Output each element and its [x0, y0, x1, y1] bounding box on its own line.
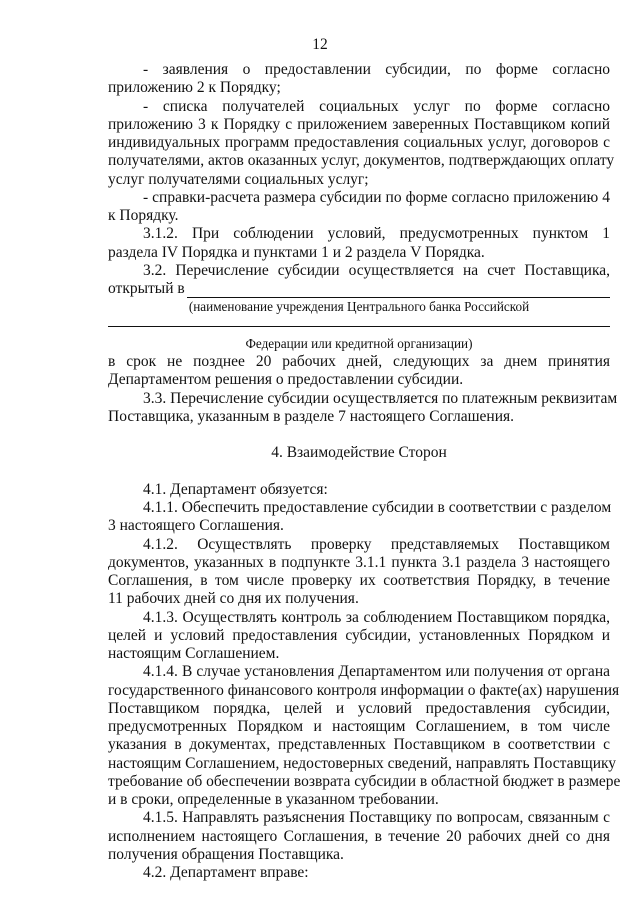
text-line: 4.1.4. В случае установления Департаментом или получения от органа — [143, 663, 610, 681]
text-line: государственного финансового контроля информации о факте(ах) нарушения — [108, 681, 620, 699]
text-line: 4.1.3. Осуществлять контроль за соблюдением Поставщиком порядка, — [143, 608, 610, 626]
text-line: - заявления о предоставлении субсидии, по форме согласно — [143, 61, 610, 78]
text-line: получения обращения Поставщика. — [108, 845, 344, 863]
text-line: 3 настоящего Соглашения. — [108, 517, 284, 535]
text-line: требование об обеспечении возврата субсидии в областной бюджет в размере — [108, 772, 621, 790]
text-line: целей и условий предоставления субсидии, установленных Порядком и — [108, 626, 610, 644]
underline-rule — [108, 326, 610, 327]
blank-field-line — [108, 317, 610, 335]
document-body — [108, 61, 621, 882]
text-line: услуг получателями социальных услуг; — [108, 170, 369, 188]
text-line: 4.1. Департамент обязуется: — [143, 480, 328, 498]
text-line: 4.1.1. Обеспечить предоставление субсидии в соответствии с разделом — [143, 499, 612, 516]
text-line: предусмотренных Порядком и настоящим Соглашением, в том числе — [108, 718, 610, 735]
bank-account-line — [108, 280, 610, 298]
text-line: настоящим Соглашением. — [108, 645, 280, 662]
text-line: Департаментом решения о предоставлении субсидии. — [108, 371, 464, 389]
text-line: 3.1.2. При соблюдении условий, предусмотренных пунктом 1 — [143, 225, 610, 243]
text-line: исполнением настоящего Соглашения, в течение 20 рабочих дней со дня — [108, 827, 610, 845]
text-line: в срок не позднее 20 рабочих дней, следующих за днем принятия — [108, 353, 610, 370]
blank-line — [108, 426, 610, 444]
text-line: открытый в — [108, 280, 185, 297]
text-line: настоящим Соглашением, недостоверных сведений, направлять Поставщику — [108, 754, 617, 772]
text-line: приложению 3 к Порядку с приложением заверенных Поставщиком копий — [108, 115, 610, 133]
blank-field-underline — [187, 284, 610, 298]
text-line: индивидуальных программ предоставления социальных услуг, договоров с — [108, 134, 610, 151]
field-caption: (наименование учреждения Центрального банка Российской — [188, 299, 530, 315]
text-line: Поставщика, указанным в разделе 7 настоящего Соглашения. — [108, 407, 514, 425]
text-line: получателями, актов оказанных услуг, документов, подтверждающих оплату — [108, 152, 615, 170]
text-line: Поставщиком порядка, целей и условий предоставления субсидии, — [108, 699, 610, 717]
section-heading: 4. Взаимодействие Сторон — [271, 444, 447, 462]
text-line: - списка получателей социальных услуг по форме согласно — [143, 97, 610, 115]
text-line: документов, указанных в подпункте 3.1.1 пункта 3.1 раздела 3 настоящего — [108, 553, 610, 571]
text-line: - справки-расчета размера субсидии по форме согласно приложению 4 — [143, 188, 610, 206]
page-number: 12 — [312, 36, 328, 53]
text-line: 4.1.2. Осуществлять проверку представляемых Поставщиком — [143, 535, 610, 553]
text-line: к Порядку. — [108, 207, 179, 224]
text-line: 4.2. Департамент вправе: — [143, 864, 309, 881]
blank-line — [108, 463, 610, 481]
text-line: 11 рабочих дней со дня их получения. — [108, 590, 359, 608]
text-line: и в сроки, определенные в указанном требовании. — [108, 791, 439, 808]
field-caption: Федерации или кредитной организации) — [245, 335, 473, 351]
text-line: 3.3. Перечисление субсидии осуществляется по платежным реквизитам — [143, 389, 618, 407]
text-line: Соглашения, в том числе проверку их соответствия Порядку, в течение — [108, 572, 610, 589]
text-line: приложению 2 к Порядку; — [108, 79, 281, 97]
text-line: раздела IV Порядка и пунктами 1 и 2 раздела V Порядка. — [108, 243, 485, 261]
text-line: 4.1.5. Направлять разъяснения Поставщику по вопросам, связанным с — [143, 809, 610, 827]
text-line: указания в документах, представленных Поставщиком в соответствии с — [108, 736, 610, 754]
text-line: 3.2. Перечисление субсидии осуществляется на счет Поставщика, — [143, 261, 610, 279]
